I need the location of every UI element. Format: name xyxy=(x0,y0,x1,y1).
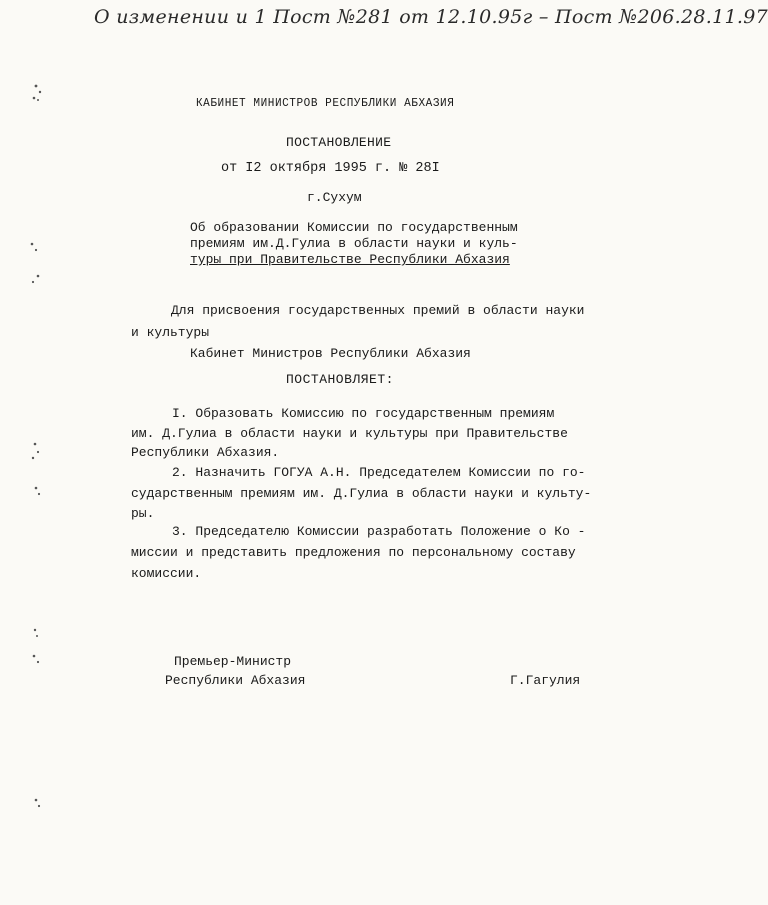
point-2-line: ры. xyxy=(131,506,155,521)
signatory-name: Г.Гагулия xyxy=(510,673,581,688)
subject-line: туры при Правительстве Республики Абхазия xyxy=(190,252,510,267)
resolves-heading: ПОСТАНОВЛЯЕТ: xyxy=(286,372,394,387)
subject-block xyxy=(190,220,518,268)
point-2-line: 2. Назначить ГОГУА А.Н. Председателем Комиссии по го- xyxy=(172,465,586,480)
punch-hole-marks xyxy=(24,0,54,905)
preamble-line: Для присвоения государственных премий в области науки xyxy=(171,303,585,318)
date-and-number: от I2 октября 1995 г. № 28I xyxy=(221,161,440,176)
issuer: Кабинет Министров Республики Абхазия xyxy=(190,346,471,361)
signatory-title: Республики Абхазия xyxy=(165,673,306,688)
preamble-line: и культуры xyxy=(131,325,210,340)
point-3-line: 3. Председателю Комиссии разработать Положение о Ко - xyxy=(172,524,586,539)
city: г.Сухум xyxy=(307,190,362,205)
signatory-title: Премьер-Министр xyxy=(174,654,292,669)
document-type: ПОСТАНОВЛЕНИЕ xyxy=(286,135,392,150)
organization-heading: КАБИНЕТ МИНИСТРОВ РЕСПУБЛИКИ АБХАЗИЯ xyxy=(196,96,455,110)
point-1-line: Республики Абхазия. xyxy=(131,445,280,460)
point-3-line: миссии и представить предложения по персональному составу xyxy=(131,545,576,560)
handwritten-annotation: О изменении и 1 Пост №281 от 12.10.95г – Пост №206.28.11.97 xyxy=(94,6,768,28)
point-1-line: I. Образовать Комиссию по государственным премиям xyxy=(172,406,555,421)
subject-line: Об образовании Комиссии по государственным xyxy=(190,220,518,235)
subject-line: премиям им.Д.Гулиа в области науки и куль- xyxy=(190,236,518,251)
point-2-line: сударственным премиям им. Д.Гулиа в области науки и культу- xyxy=(131,486,592,501)
point-1-line: им. Д.Гулиа в области науки и культуры при Правительстве xyxy=(131,426,568,441)
point-3-line: комиссии. xyxy=(131,566,202,581)
